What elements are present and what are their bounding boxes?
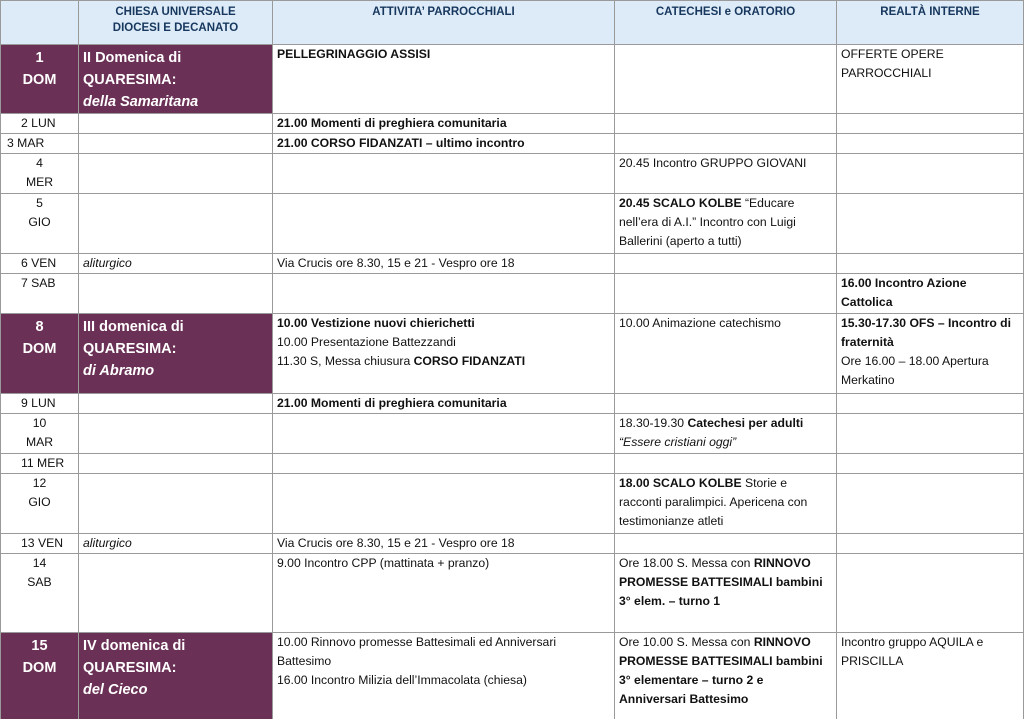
day-cell: 6 VEN xyxy=(1,254,79,274)
day-number: 4 xyxy=(36,156,43,170)
table-row xyxy=(1,314,1024,394)
table-row xyxy=(1,274,1024,314)
internal-cell xyxy=(837,394,1024,414)
catechesis-cell xyxy=(615,454,837,474)
table-row xyxy=(1,254,1024,274)
header-day xyxy=(1,1,79,45)
parish-cell xyxy=(273,314,615,394)
internal-cell xyxy=(837,414,1024,454)
parish-entry: 10.00 Vestizione nuovi chierichetti xyxy=(277,316,475,330)
table-row xyxy=(1,154,1024,194)
parish-cell xyxy=(273,274,615,314)
internal-cell xyxy=(837,274,1024,314)
liturgy-subtitle: del Cieco xyxy=(83,682,148,698)
liturgy-title: IV domenica di QUARESIMA: xyxy=(83,638,186,676)
day-cell xyxy=(1,45,79,114)
internal-entry: 16.00 Incontro Azione Cattolica xyxy=(841,276,967,309)
day-name: GIO xyxy=(28,215,51,229)
internal-cell xyxy=(837,134,1024,154)
header-catechesis: CATECHESI e ORATORIO xyxy=(615,1,837,45)
parish-cell xyxy=(273,194,615,254)
day-cell xyxy=(1,194,79,254)
catechesis-cell xyxy=(615,114,837,134)
liturgy-cell xyxy=(79,474,273,534)
parish-entry: Via Crucis ore 8.30, 15 e 21 - Vespro ore 18 xyxy=(277,536,515,550)
liturgy-cell xyxy=(79,454,273,474)
parish-cell xyxy=(273,454,615,474)
day-number: 12 xyxy=(32,476,47,490)
table-row xyxy=(1,554,1024,633)
catechesis-cell xyxy=(615,554,837,633)
header-church-line-1: CHIESA UNIVERSALE xyxy=(115,6,236,18)
table-row xyxy=(1,45,1024,114)
header-parish: ATTIVITA’ PARROCCHIALI xyxy=(273,1,615,45)
day-name: DOM xyxy=(22,660,57,676)
catechesis-entry: 20.45 Incontro GRUPPO GIOVANI xyxy=(619,156,807,170)
catechesis-entry-bold: 18.00 SCALO KOLBE xyxy=(619,476,742,490)
internal-cell xyxy=(837,194,1024,254)
catechesis-cell xyxy=(615,474,837,534)
liturgy-cell xyxy=(79,154,273,194)
internal-entry: Ore 16.00 – 18.00 Apertura Merkatino xyxy=(841,354,989,387)
liturgy-entry: aliturgico xyxy=(83,256,132,270)
parish-cell xyxy=(273,474,615,534)
table-row xyxy=(1,454,1024,474)
liturgy-cell xyxy=(79,554,273,633)
internal-cell xyxy=(837,554,1024,633)
internal-cell xyxy=(837,114,1024,134)
catechesis-entry-bold: RINNOVO PROMESSE BATTESIMALI bambini 3° elementare – turno 2 e Anniversari Battesimo xyxy=(619,635,823,706)
catechesis-cell xyxy=(615,534,837,554)
liturgy-cell xyxy=(79,414,273,454)
liturgy-cell xyxy=(79,254,273,274)
parish-cell xyxy=(273,134,615,154)
liturgy-cell xyxy=(79,194,273,254)
day-number: 14 xyxy=(32,556,47,570)
parish-entry: 10.00 Rinnovo promesse Battesimali ed Anniversari Battesimo xyxy=(277,635,557,668)
catechesis-entry-bold: RINNOVO PROMESSE BATTESIMALI bambini 3° elem. – turno 1 xyxy=(619,556,823,608)
internal-cell xyxy=(837,45,1024,114)
table-row xyxy=(1,474,1024,534)
internal-cell xyxy=(837,254,1024,274)
table-row xyxy=(1,194,1024,254)
liturgy-subtitle: di Abramo xyxy=(83,363,155,379)
table-header-row xyxy=(1,1,1024,45)
table-row xyxy=(1,414,1024,454)
liturgy-subtitle: della Samaritana xyxy=(83,94,199,110)
day-cell: 13 VEN xyxy=(1,534,79,554)
liturgy-title: II Domenica di QUARESIMA: xyxy=(83,50,182,88)
parish-cell xyxy=(273,45,615,114)
day-name: GIO xyxy=(28,495,51,509)
parish-cell xyxy=(273,254,615,274)
parish-cell xyxy=(273,394,615,414)
liturgy-cell xyxy=(79,274,273,314)
parish-entry: 21.00 CORSO FIDANZATI – ultimo incontro xyxy=(277,136,525,150)
catechesis-cell xyxy=(615,633,837,719)
internal-entry: Incontro gruppo AQUILA e PRISCILLA xyxy=(841,635,984,668)
day-number: 5 xyxy=(36,196,43,210)
liturgy-cell xyxy=(79,534,273,554)
internal-cell xyxy=(837,454,1024,474)
day-number: 15 xyxy=(31,638,48,654)
day-cell xyxy=(1,633,79,719)
day-cell xyxy=(1,154,79,194)
parish-entry: 9.00 Incontro CPP (mattinata + pranzo) xyxy=(277,556,490,570)
day-cell: 7 SAB xyxy=(1,274,79,314)
catechesis-cell xyxy=(615,414,837,454)
internal-cell xyxy=(837,534,1024,554)
parish-entry: 10.00 Presentazione Battezzandi xyxy=(277,335,456,349)
catechesis-entry: 18.30-19.30 xyxy=(619,416,688,430)
catechesis-entry-bold: Catechesi per adulti xyxy=(687,416,804,430)
liturgy-entry: aliturgico xyxy=(83,536,132,550)
parish-cell xyxy=(273,414,615,454)
day-cell: 2 LUN xyxy=(1,114,79,134)
liturgy-cell xyxy=(79,314,273,394)
catechesis-cell xyxy=(615,45,837,114)
parish-cell xyxy=(273,114,615,134)
internal-cell xyxy=(837,633,1024,719)
internal-entry-bold: 15.30-17.30 OFS – Incontro di fraternità xyxy=(841,316,1012,349)
day-cell xyxy=(1,554,79,633)
table-row xyxy=(1,534,1024,554)
liturgy-cell xyxy=(79,394,273,414)
header-internal: REALTÀ INTERNE xyxy=(837,1,1024,45)
parish-entry: PELLEGRINAGGIO ASSISI xyxy=(277,47,431,61)
internal-entry: OFFERTE OPERE PARROCCHIALI xyxy=(841,47,944,80)
day-name: DOM xyxy=(22,341,57,357)
day-cell: 3 MAR xyxy=(1,134,79,154)
liturgy-title: III domenica di QUARESIMA: xyxy=(83,319,184,357)
table-row xyxy=(1,394,1024,414)
internal-cell xyxy=(837,314,1024,394)
parish-cell xyxy=(273,554,615,633)
day-name: DOM xyxy=(22,72,57,88)
catechesis-entry-bold: 20.45 SCALO KOLBE xyxy=(619,196,742,210)
catechesis-entry: 10.00 Animazione catechismo xyxy=(619,316,781,330)
parish-cell xyxy=(273,633,615,719)
day-cell xyxy=(1,474,79,534)
day-number: 1 xyxy=(35,50,44,66)
liturgy-cell xyxy=(79,45,273,114)
day-cell: 9 LUN xyxy=(1,394,79,414)
parish-cell xyxy=(273,534,615,554)
catechesis-cell xyxy=(615,394,837,414)
catechesis-cell xyxy=(615,154,837,194)
catechesis-entry: Ore 10.00 S. Messa con xyxy=(619,635,754,649)
internal-cell xyxy=(837,474,1024,534)
catechesis-entry-italic: “Essere cristiani oggi” xyxy=(619,435,737,449)
internal-cell xyxy=(837,154,1024,194)
header-church xyxy=(79,1,273,45)
parish-entry: 21.00 Momenti di preghiera comunitaria xyxy=(277,396,507,410)
catechesis-cell xyxy=(615,314,837,394)
day-cell xyxy=(1,414,79,454)
parish-entry: 21.00 Momenti di preghiera comunitaria xyxy=(277,116,507,130)
parish-entry-bold: CORSO FIDANZATI xyxy=(413,354,526,368)
day-cell: 11 MER xyxy=(1,454,79,474)
parish-cell xyxy=(273,154,615,194)
liturgy-cell xyxy=(79,633,273,719)
day-name: MAR xyxy=(25,435,54,449)
liturgy-cell xyxy=(79,134,273,154)
day-number: 8 xyxy=(35,319,44,335)
table-row xyxy=(1,114,1024,134)
header-church-line-2: DIOCESI E DECANATO xyxy=(112,22,239,34)
liturgy-cell xyxy=(79,114,273,134)
catechesis-entry: Ore 18.00 S. Messa con xyxy=(619,556,754,570)
day-name: SAB xyxy=(27,575,52,589)
parish-entry: 16.00 Incontro Milizia dell’Immacolata (chiesa) xyxy=(277,673,527,687)
catechesis-cell xyxy=(615,134,837,154)
parish-entry: 11.30 S, Messa chiusura xyxy=(277,354,414,368)
day-cell xyxy=(1,314,79,394)
table-row xyxy=(1,633,1024,719)
catechesis-entry: Storie e racconti paralimpici. Apericena con testimonianze atleti xyxy=(619,476,808,528)
table-row xyxy=(1,134,1024,154)
catechesis-entry: “Educare nell’era di A.I.” Incontro con Luigi Ballerini (aperto a tutti) xyxy=(619,196,796,248)
day-name: MER xyxy=(25,175,54,189)
catechesis-cell xyxy=(615,254,837,274)
day-number: 10 xyxy=(32,416,47,430)
catechesis-cell xyxy=(615,274,837,314)
parish-entry: Via Crucis ore 8.30, 15 e 21 - Vespro ore 18 xyxy=(277,256,515,270)
catechesis-cell xyxy=(615,194,837,254)
